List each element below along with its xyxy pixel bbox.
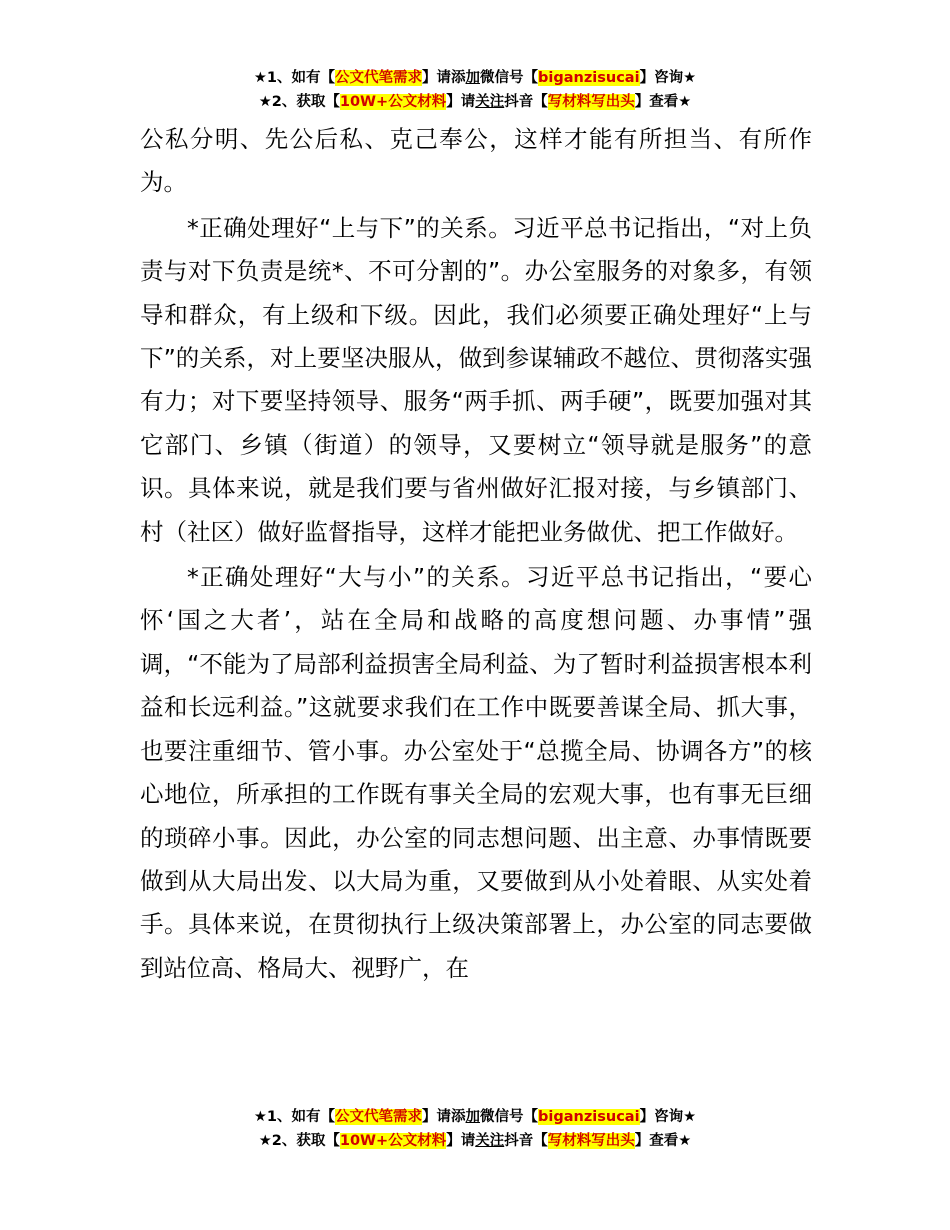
header-line-1: ★1、如有【公文代笔需求】请添加微信号【biganzisucai】咨询★ [253, 70, 697, 86]
footer-highlight-materials: 10W+公文材料 [339, 1133, 447, 1149]
paragraph-2: *正确处理好“上与下”的关系。习近平总书记指出，“对上负责与对下负责是统*、不可分割的”。办公室服务的对象多，有领导和群众，有上级和下级。因此，我们必须要正确处理好“上与下”的关系，对上要坚决服从，做到参谋辅政不越位、贯彻落实强有力；对下要坚持领导、服务“两手抓、两手硬”，既要加强对其它部门、乡镇（街道）的领导，又要树立“领导就是服务”的意识。具体来说，就是我们要与省州做好汇报对接，与乡镇部门、村（社区）做好监督指导，这样才能把业务做优、把工作做好。 [140, 213, 812, 546]
footer-highlight-douyin[interactable]: 写材料写出头 [547, 1133, 635, 1149]
document-body [140, 118, 812, 990]
header-banner [0, 66, 950, 114]
header-highlight-douyin[interactable]: 写材料写出头 [547, 94, 635, 110]
header-highlight-service: 公文代笔需求 [335, 70, 423, 86]
footer-line-1: ★1、如有【公文代笔需求】请添加微信号【biganzisucai】咨询★ [253, 1109, 697, 1125]
footer-banner [0, 1105, 950, 1153]
header-highlight-wechat[interactable]: biganzisucai [538, 70, 640, 86]
header-highlight-materials: 10W+公文材料 [339, 94, 447, 110]
footer-highlight-wechat[interactable]: biganzisucai [538, 1109, 640, 1125]
paragraph-1: 公私分明、先公后私、克己奉公，这样才能有所担当、有所作为。 [140, 125, 812, 197]
header-line-2: ★2、获取【10W+公文材料】请关注抖音【写材料写出头】查看★ [258, 94, 692, 110]
footer-highlight-service: 公文代笔需求 [335, 1109, 423, 1125]
paragraph-3: *正确处理好“大与小”的关系。习近平总书记指出，“要心怀‘国之大者’，站在全局和战略的高度想问题、办事情”强调，“不能为了局部利益损害全局利益、为了暂时利益损害根本利益和长远利益。”这就要求我们在工作中既要善谋全局、抓大事，也要注重细节、管小事。办公室处于“总揽全局、协调各方”的核心地位，所承担的工作既有事关全局的宏观大事，也有事无巨细的琐碎小事。因此，办公室的同志想问题、出主意、办事情既要做到从大局出发、以大局为重，又要做到从小处着眼、从实处着手。具体来说，在贯彻执行上级决策部署上，办公室的同志要做到站位高、格局大、视野广，在 [140, 563, 812, 982]
footer-line-2: ★2、获取【10W+公文材料】请关注抖音【写材料写出头】查看★ [258, 1133, 692, 1149]
